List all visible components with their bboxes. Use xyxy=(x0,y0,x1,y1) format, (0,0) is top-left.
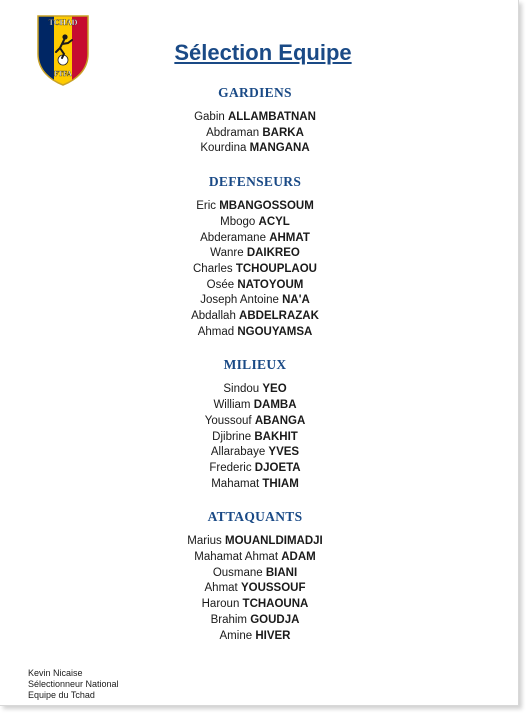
player-first-name: Haroun xyxy=(201,598,240,611)
player-first-name: Frederic xyxy=(209,461,252,474)
player-row xyxy=(0,534,510,550)
player-row xyxy=(0,398,510,414)
player-first-name: Mahamat xyxy=(211,477,260,490)
player-first-name: Djibrine xyxy=(212,430,252,443)
player-first-name: William xyxy=(213,399,251,412)
player-last-name: DAIKREO xyxy=(246,247,300,260)
player-last-name: BARKA xyxy=(262,126,304,139)
player-last-name: ACYL xyxy=(258,215,290,228)
player-last-name: ABANGA xyxy=(254,414,306,427)
player-row xyxy=(0,215,510,231)
player-row xyxy=(0,199,510,215)
player-row xyxy=(0,309,510,325)
player-list xyxy=(0,199,510,340)
player-row xyxy=(0,566,510,582)
player-last-name: NATOYOUM xyxy=(237,278,304,291)
player-row xyxy=(0,414,510,430)
player-row xyxy=(0,445,510,461)
player-first-name: Mahamat Ahmat xyxy=(194,551,279,564)
section-goalkeepers xyxy=(0,82,510,157)
player-first-name: Kourdina xyxy=(200,142,247,155)
player-row xyxy=(0,293,510,309)
player-first-name: Abdraman xyxy=(206,126,260,139)
player-first-name: Osée xyxy=(206,278,235,291)
player-last-name: TCHOUPLAOU xyxy=(235,262,317,275)
team-name: Equipe du Tchad xyxy=(28,690,95,700)
player-last-name: MANGANA xyxy=(249,142,310,155)
player-row xyxy=(0,597,510,613)
player-list xyxy=(0,382,510,492)
player-last-name: ALLAMBATNAN xyxy=(227,111,316,123)
player-first-name: Amine xyxy=(219,629,253,642)
player-row xyxy=(0,126,510,142)
player-first-name: Youssouf xyxy=(204,414,252,427)
player-last-name: ADAM xyxy=(281,551,316,564)
player-last-name: HIVER xyxy=(255,629,291,642)
section-title: ATTAQUANTS xyxy=(207,509,303,525)
player-first-name: Brahim xyxy=(210,613,248,626)
player-last-name: DAMBA xyxy=(253,399,297,412)
page-title: Sélection Equipe xyxy=(174,40,352,65)
player-first-name: Sindou xyxy=(223,383,260,396)
player-last-name: MOUANLDIMADJI xyxy=(224,535,323,548)
player-last-name: MBANGOSSOUM xyxy=(219,200,314,213)
player-list xyxy=(0,534,510,644)
player-first-name: Ousmane xyxy=(212,566,263,579)
player-row xyxy=(0,262,510,278)
player-row xyxy=(0,231,510,247)
player-first-name: Marius xyxy=(187,535,222,548)
coach-name: Kevin Nicaise xyxy=(28,668,83,678)
player-first-name: Joseph Antoine xyxy=(200,294,279,307)
section-midfielders xyxy=(0,354,510,492)
player-last-name: NA'A xyxy=(282,294,310,307)
player-first-name: Wanre xyxy=(210,247,244,260)
player-row xyxy=(0,550,510,566)
player-row xyxy=(0,477,510,493)
player-row xyxy=(0,325,510,341)
player-first-name: Gabin xyxy=(194,111,225,123)
player-first-name: Ahmad xyxy=(197,325,235,338)
player-first-name: Abdallah xyxy=(191,310,236,323)
player-last-name: GOUDJA xyxy=(250,613,300,626)
player-row xyxy=(0,430,510,446)
player-last-name: DJOETA xyxy=(254,461,301,474)
player-row xyxy=(0,382,510,398)
player-row xyxy=(0,629,510,645)
player-first-name: Eric xyxy=(196,200,217,213)
player-last-name: YVES xyxy=(268,446,300,459)
player-row xyxy=(0,461,510,477)
player-first-name: Abderamane xyxy=(200,231,266,244)
signature-block xyxy=(28,668,119,701)
section-defenders xyxy=(0,171,510,340)
player-row xyxy=(0,246,510,262)
player-row xyxy=(0,141,510,157)
section-forwards xyxy=(0,506,510,644)
player-last-name: THIAM xyxy=(262,477,299,490)
player-row xyxy=(0,278,510,294)
crest-bottom-text: FTFA xyxy=(54,70,72,78)
player-first-name: Allarabaye xyxy=(210,446,266,459)
player-first-name: Mbogo xyxy=(220,215,256,228)
section-title: MILIEUX xyxy=(223,357,287,373)
player-last-name: BIANI xyxy=(265,566,298,579)
player-last-name: BAKHIT xyxy=(254,430,298,443)
player-last-name: TCHAOUNA xyxy=(242,598,309,611)
player-last-name: ABDELRAZAK xyxy=(239,310,319,323)
player-first-name: Charles xyxy=(193,262,233,275)
player-row xyxy=(0,613,510,629)
player-row xyxy=(0,581,510,597)
roster-list xyxy=(0,82,510,644)
player-row xyxy=(0,110,510,126)
player-list xyxy=(0,110,510,157)
coach-role: Sélectionneur National xyxy=(28,679,119,689)
player-last-name: NGOUYAMSA xyxy=(237,325,313,338)
section-title: DEFENSEURS xyxy=(208,174,302,190)
player-last-name: AHMAT xyxy=(269,231,310,244)
player-last-name: YOUSSOUF xyxy=(240,582,306,595)
player-first-name: Ahmat xyxy=(204,582,238,595)
crest-top-text: TCHAD xyxy=(48,18,78,27)
player-last-name: YEO xyxy=(262,383,287,396)
section-title: GARDIENS xyxy=(218,85,292,100)
